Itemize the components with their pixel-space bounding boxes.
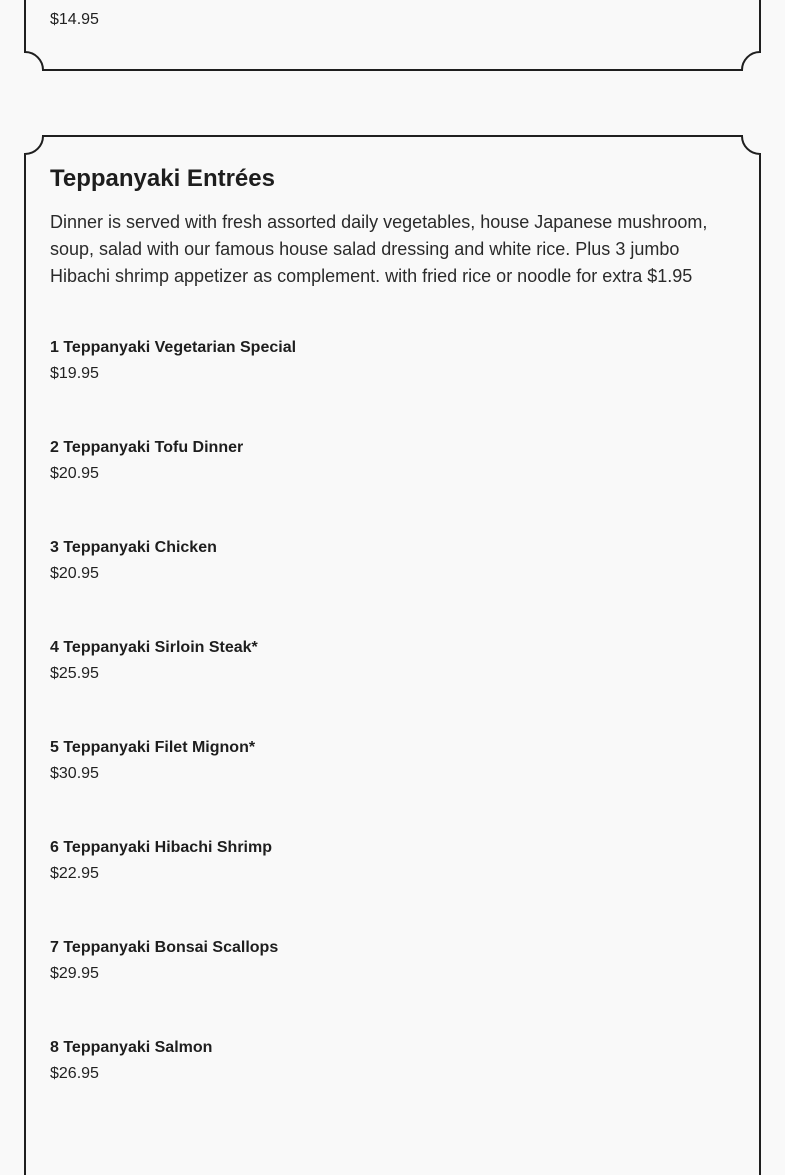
menu-item-name: 3 Teppanyaki Chicken: [50, 539, 217, 556]
menu-item-price: $26.95: [50, 1065, 99, 1082]
previous-item-price: $14.95: [50, 11, 99, 28]
menu-item: [50, 332, 740, 432]
menu-item-name: 1 Teppanyaki Vegetarian Special: [50, 339, 297, 356]
previous-card-frame: [24, 0, 761, 71]
menu-item-name: 8 Teppanyaki Salmon: [50, 1039, 213, 1056]
section-title: Teppanyaki Entrées: [50, 165, 275, 192]
menu-item: [50, 432, 740, 532]
menu-section-content: [50, 163, 740, 1132]
menu-item-price: $20.95: [50, 465, 99, 482]
menu-item: [50, 732, 740, 832]
menu-item-name: 7 Teppanyaki Bonsai Scallops: [50, 939, 279, 956]
menu-item-price: $29.95: [50, 965, 99, 982]
menu-item: [50, 832, 740, 932]
menu-item-name: 4 Teppanyaki Sirloin Steak*: [50, 639, 258, 656]
menu-item-price: $22.95: [50, 865, 99, 882]
menu-item-list: [50, 332, 740, 1132]
menu-item-price: $30.95: [50, 765, 99, 782]
menu-item-price: $19.95: [50, 365, 99, 382]
teppanyaki-entrees-card: [24, 135, 761, 1175]
menu-item-name: 5 Teppanyaki Filet Mignon*: [50, 739, 256, 756]
section-description: Dinner is served with fresh assorted daily vegetables, house Japanese mushroom, soup, salad with our famous house salad dressing and white rice. Plus 3 jumbo Hibachi shrimp appetizer as complement. with fried rice or noodle for extra $1.95: [50, 212, 708, 286]
menu-item: [50, 632, 740, 732]
menu-item-name: 6 Teppanyaki Hibachi Shrimp: [50, 839, 272, 856]
menu-item: [50, 932, 740, 1032]
previous-menu-card: [24, 0, 761, 71]
menu-item: [50, 532, 740, 632]
menu-item-price: $25.95: [50, 665, 99, 682]
menu-item-price: $20.95: [50, 565, 99, 582]
menu-item-name: 2 Teppanyaki Tofu Dinner: [50, 439, 244, 456]
menu-item: [50, 1032, 740, 1132]
